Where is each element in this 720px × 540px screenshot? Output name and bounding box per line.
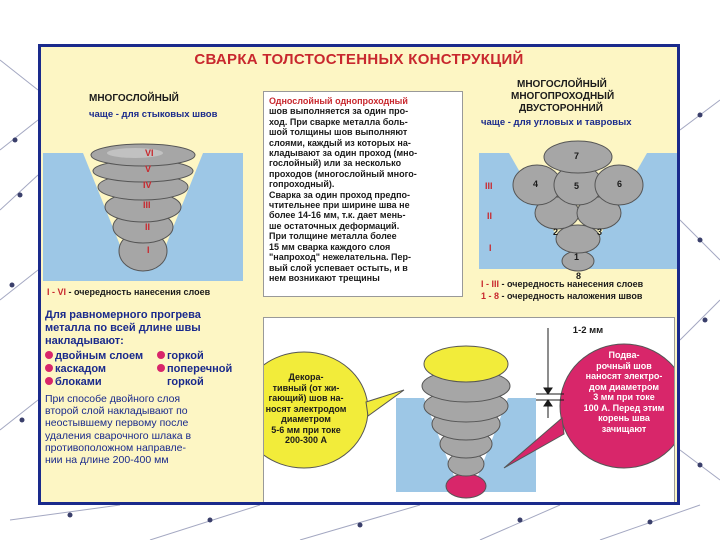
pass-number: 3 [597,227,603,237]
text-line: "напроход" нежелательна. Пер- [269,252,411,263]
text-line: кладывают за один проход (мно- [269,148,418,159]
text-line: нии на длине 200-400 мм [45,454,169,467]
text-line: ше остаточных деформаций. [269,220,400,231]
right-heading-2: МНОГОПРОХОДНЫЙ [511,91,615,102]
right-heading-3: ДВУСТОРОННИЙ [519,103,603,114]
root-weld-note: Подва- рочный шов наносят электро- дом диаметром 3 мм при токе 100 А. Перед этим корень шва зачищают [583,350,665,434]
layer-label: V [145,164,152,174]
methods-heading: Для равномерного прогрева [45,309,201,321]
text-line: удаления сварочного шлака в [45,429,192,442]
left-heading: МНОГОСЛОЙНЫЙ [89,93,179,104]
gap-size-label: 1-2 мм [572,325,604,336]
text-line: чтительнее при ширине шва не [269,200,410,211]
text-line: вый слой успевает остыть, и в [269,262,408,273]
text-line: гослойный) или за несколько [269,158,402,169]
text-line: Сварка за один проход предпо- [269,189,411,200]
text-line: 15 мм сварка каждого слоя [269,241,391,252]
left-legend: I - VI - очередность нанесения слоев [47,287,211,297]
pass-number: 2 [553,227,559,237]
right-legend-2: 1 - 8 - очередность наложения швов [481,291,643,301]
text-line: более 14-16 мм, т.к. дает мень- [269,210,406,221]
text-line: второй слой накладывают по [45,405,188,418]
root-weld-panel [263,317,675,503]
layer-label: I [489,243,492,253]
method-item: блоками [45,376,157,389]
text-line: проходов (многослойный много- [269,168,417,179]
text-line: шов выполняется за один про- [269,106,409,117]
text-line: нем возникают трещины [269,272,380,283]
bullet-icon [157,351,165,359]
method-item: каскадом [45,363,157,376]
layer-label: I [147,245,150,255]
layer-label: II [145,222,151,232]
text-line: ход. При сварке металла боль- [269,116,408,127]
poster [38,44,680,505]
text-line: противоположном направле- [45,441,186,454]
text-line: гопроходный). [269,179,335,190]
methods-heading: накладывают: [45,335,124,347]
left-subheading: чаще - для стыковых швов [89,109,218,120]
right-heading-1: МНОГОСЛОЙНЫЙ [517,79,607,90]
bullet-icon [157,364,165,372]
center-text-panel [263,91,463,297]
pass-number: 7 [574,151,580,161]
cosmetic-weld-note: Декора- тивный (от жи- гающий) шов на- носят электродом диаметром 5-6 мм при токе 200-300 А [265,372,347,445]
cosmetic-weld [424,346,508,382]
method-item: поперечной [157,363,232,376]
bullet-icon [45,364,53,372]
method-item: горкой [157,350,232,363]
layer-label: III [485,181,493,191]
pass-number: 5 [574,181,580,191]
layer-label: VI [145,148,154,158]
pass-number: 4 [533,179,539,189]
poster-title: СВАРКА ТОЛСТОСТЕННЫХ КОНСТРУКЦИЙ [194,51,524,68]
layer-label: IV [143,180,152,190]
root-weld [446,474,486,498]
methods-heading: металла по всей длине швы [45,322,201,334]
bullet-icon [45,351,53,359]
bullet-icon [45,377,53,385]
double-layer-paragraph [45,393,257,466]
method-item: двойным слоем [45,350,157,363]
layer-label: III [143,200,151,210]
method-item: горкой [167,376,204,388]
text-line: неостывшему первому после [45,417,189,430]
layer-label: II [487,211,493,221]
text-line: Однослойный однопроходный [269,96,408,106]
right-legend-1: I - III - очередность нанесения слоев [481,279,644,289]
heating-methods-block [45,309,257,466]
text-line: слоями, каждый из которых на- [269,137,411,148]
text-line: шой толщины шов выполняют [269,127,408,138]
pass-number: 8 [576,271,582,281]
text-line: При способе двойного слоя [45,393,181,405]
pass-number: 1 [574,252,580,262]
pass-number: 6 [617,179,623,189]
right-subheading: чаще - для угловых и тавровых [481,117,632,128]
text-line: При толщине металла более [269,231,397,242]
methods-list [45,350,257,389]
